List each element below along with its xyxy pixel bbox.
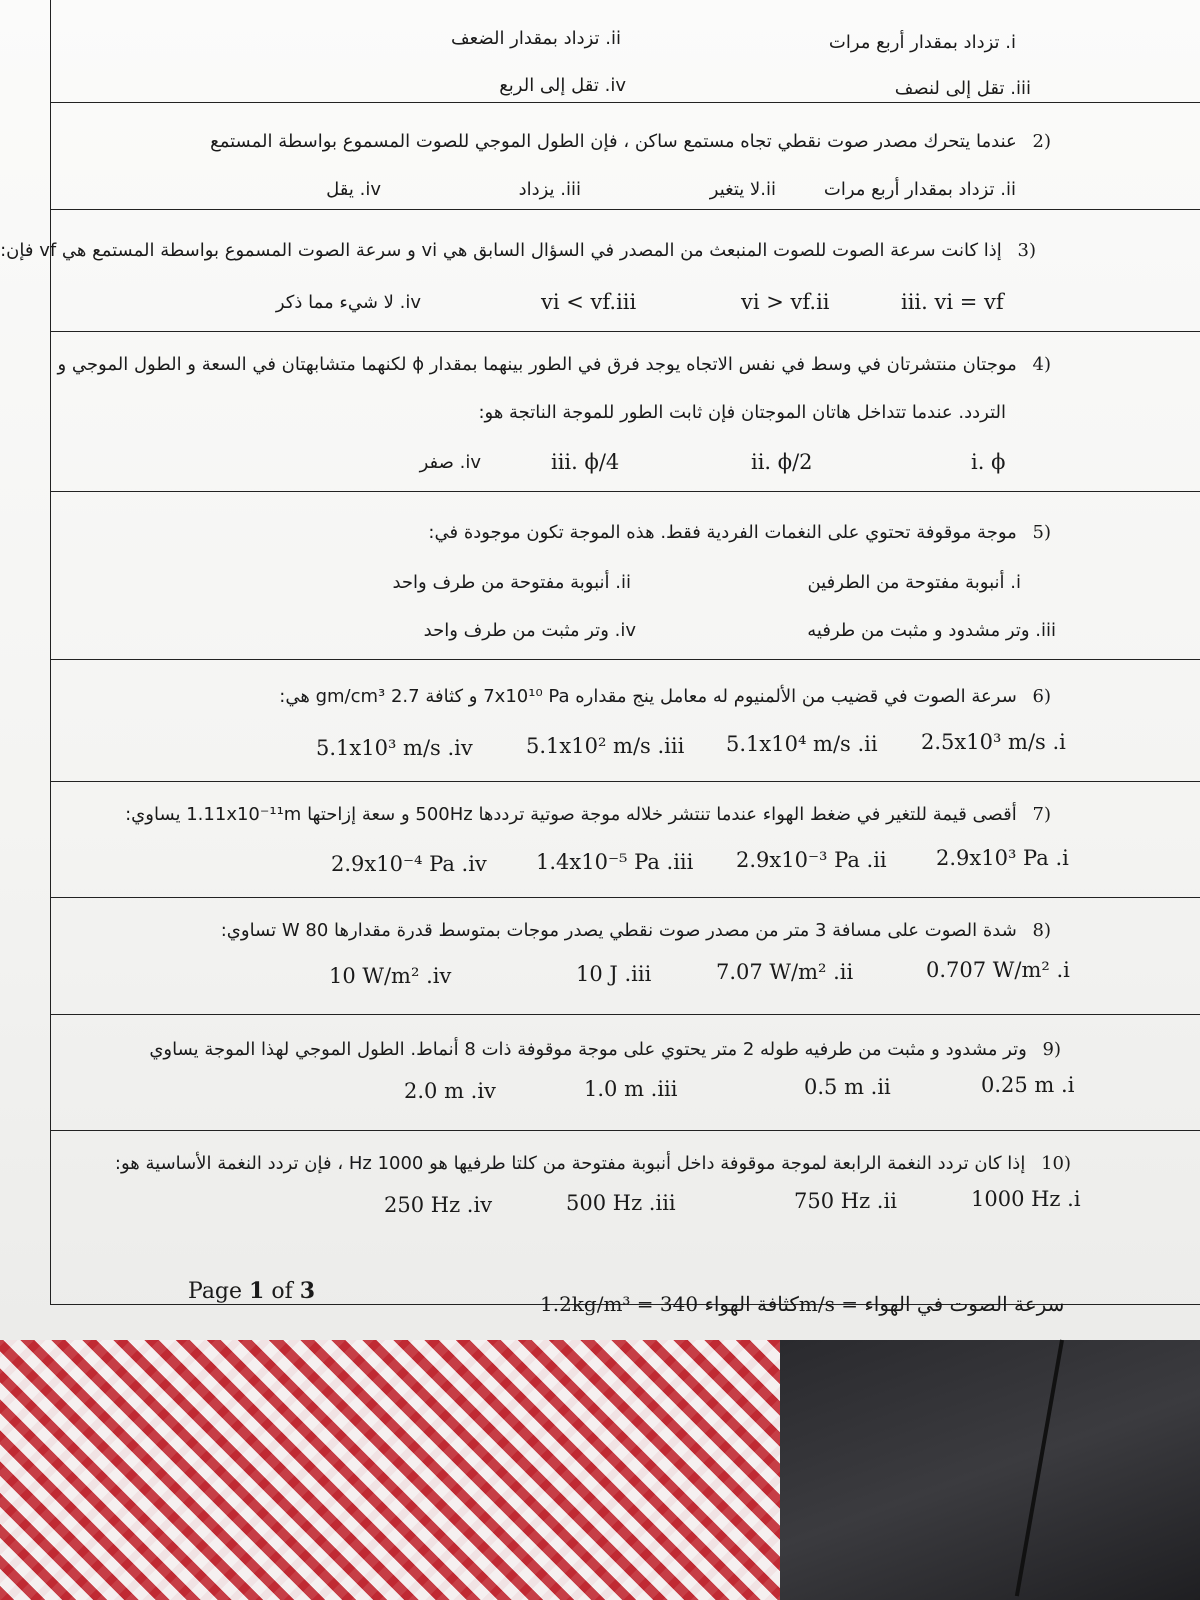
q4-option-i: i. ϕ: [971, 450, 1006, 474]
q5-option-ii: ii. أنبوبة مفتوحة من طرف واحد: [392, 572, 631, 593]
q9-option-ii: 0.5 m .ii: [804, 1075, 891, 1099]
q9-option-i: 0.25 m .i: [981, 1073, 1075, 1097]
question-6-row: [51, 660, 1200, 782]
q2-number: (2: [1032, 131, 1051, 152]
q4-option-ii: ii. ϕ/2: [751, 450, 813, 474]
question-4-row: [51, 332, 1200, 492]
q2-option-ii: ii.لا يتغير: [709, 179, 776, 200]
q10-option-i: 1000 Hz .i: [971, 1187, 1081, 1211]
q10-option-iv: 250 Hz .iv: [384, 1193, 493, 1217]
background-dark-surface: [780, 1340, 1200, 1600]
q10-text: (10 إذا كان تردد النغمة الرابعة لموجة موقوفة داخل أنبوبة مفتوحة من كلتا طرفيها هو 1000 Hz ، فإن تردد النغمة الأساسية هو:: [114, 1153, 1071, 1174]
question-1-row: [51, 0, 1200, 103]
q3-option-iii: vi < vf.iii: [541, 290, 637, 314]
q8-text: (8 شدة الصوت على مسافة 3 متر من مصدر صوت نقطي يصدر موجات بمتوسط قدرة مقدارها 80 W تساوي:: [220, 920, 1051, 941]
q7-option-iii: 1.4x10⁻⁵ Pa .iii: [536, 850, 694, 874]
q6-option-ii: 5.1x10⁴ m/s .ii: [726, 732, 878, 756]
question-7-row: [51, 782, 1200, 898]
q9-text: (9 وتر مشدود و مثبت من طرفيه طوله 2 متر يحتوي على موجة موقوفة ذات 8 أنماط. الطول الموجي لهذا الموجة يساوي: [149, 1039, 1061, 1060]
q3-number: (3: [1017, 240, 1036, 261]
q5-option-iii: iii. وتر مشدود و مثبت من طرفيه: [807, 620, 1056, 641]
q10-option-ii: 750 Hz .ii: [794, 1189, 897, 1213]
q9-option-iii: 1.0 m .iii: [584, 1077, 678, 1101]
q7-number: (7: [1032, 804, 1051, 825]
question-9-row: [51, 1015, 1200, 1131]
q3-option-i: iii. vi = vf: [901, 290, 1004, 314]
q7-option-ii: 2.9x10⁻³ Pa .ii: [736, 848, 887, 872]
q6-option-iv: 5.1x10³ m/s .iv: [316, 736, 473, 760]
q4-option-iii: iii. ϕ/4: [551, 450, 620, 474]
q8-option-iii: 10 J .iii: [576, 962, 652, 986]
q7-option-i: 2.9x10³ Pa .i: [936, 846, 1069, 870]
question-3-row: [0, 210, 1200, 332]
question-2-row: [51, 103, 1200, 210]
q1-option-iv: iv. تقل إلى الربع: [499, 75, 626, 96]
q1-option-iii: iii. تقل إلى لنصف: [894, 78, 1031, 99]
q5-option-i: i. أنبوبة مفتوحة من الطرفين: [807, 572, 1021, 593]
q7-option-iv: 2.9x10⁻⁴ Pa .iv: [331, 852, 487, 876]
q1-option-ii: ii. تزداد بمقدار الضعف: [451, 28, 621, 49]
physical-constants-note: 1.2kg/m³ = كثافة الهواء 340m/s = سرعة الصوت في الهواء: [540, 1292, 1065, 1316]
q2-option-i: ii. تزداد بمقدار أربع مرات: [823, 179, 1016, 200]
q4-text-line2: التردد. عندما تتداخل هاتان الموجتان فإن ثابت الطور للموجة الناتجة هو:: [478, 402, 1006, 423]
q6-option-iii: 5.1x10² m/s .iii: [526, 734, 685, 758]
q9-number: (9: [1042, 1039, 1061, 1060]
q8-number: (8: [1032, 920, 1051, 941]
question-8-row: [51, 898, 1200, 1015]
q10-number: (10: [1041, 1153, 1071, 1174]
q3-option-ii: vi > vf.ii: [741, 290, 830, 314]
q5-text: (5 موجة موقوفة تحتوي على النغمات الفردية فقط. هذه الموجة تكون موجودة في:: [428, 522, 1051, 543]
q5-number: (5: [1032, 522, 1051, 543]
q3-text: (3 إذا كانت سرعة الصوت للصوت المنبعث من المصدر في السؤال السابق هي vi و سرعة الصوت المسموع بواسطة المستمع هي vf فإن:: [0, 240, 1036, 261]
q4-text-line1: (4 موجتان منتشرتان في وسط في نفس الاتجاه يوجد فرق في الطور بينهما بمقدار ϕ لكنهما متشابهتان في السعة و الطول الموجي و: [57, 354, 1051, 375]
q1-option-i: i. تزداد بمقدار أربع مرات: [828, 32, 1016, 53]
q5-option-iv: iv. وتر مثبت من طرف واحد: [423, 620, 636, 641]
q8-option-i: 0.707 W/m² .i: [926, 958, 1070, 982]
q2-option-iii: iii. يزداد: [518, 179, 581, 200]
q2-text: (2 عندما يتحرك مصدر صوت نقطي تجاه مستمع ساكن ، فإن الطول الموجي للصوت المسموع بواسطة المستمع: [210, 131, 1051, 152]
q3-option-iv: iv. لا شيء مما ذكر: [275, 292, 421, 313]
q4-option-iv: iv. صفر: [419, 452, 481, 473]
q6-number: (6: [1032, 686, 1051, 707]
q6-text: (6 سرعة الصوت في قضيب من الألمنيوم له معامل ينج مقداره 7x10¹⁰ Pa و كثافة 2.7 gm/cm³ هي:: [279, 686, 1051, 707]
q10-option-iii: 500 Hz .iii: [566, 1191, 676, 1215]
q6-option-i: 2.5x10³ m/s .i: [921, 730, 1066, 754]
q9-option-iv: 2.0 m .iv: [404, 1079, 496, 1103]
page-number: Page 1 of 3: [188, 1278, 316, 1304]
q8-option-iv: 10 W/m² .iv: [329, 964, 452, 988]
q7-text: (7 أقصى قيمة للتغير في ضغط الهواء عندما تنتشر خلاله موجة صوتية ترددها 500Hz و سعة إزاحتها 1.11x10⁻¹¹m يساوي:: [125, 804, 1051, 825]
question-5-row: [51, 492, 1200, 660]
q8-option-ii: 7.07 W/m² .ii: [716, 960, 854, 984]
q4-number: (4: [1032, 354, 1051, 375]
q2-option-iv: iv. يقل: [326, 179, 381, 200]
